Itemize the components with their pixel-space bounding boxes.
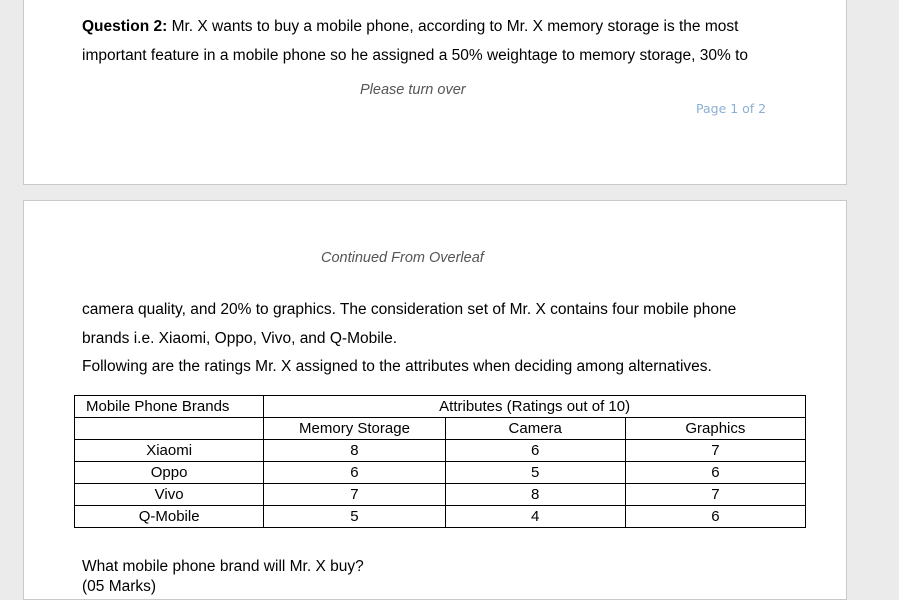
column-header-graphics: Graphics — [625, 418, 805, 440]
brand-cell: Oppo — [75, 462, 264, 484]
question-paragraph-start — [82, 13, 748, 70]
graphics-cell: 7 — [625, 440, 805, 462]
column-header-memory: Memory Storage — [264, 418, 445, 440]
document-page-1 — [23, 0, 847, 185]
memory-cell: 8 — [264, 440, 445, 462]
question-label: Question 2: — [82, 18, 168, 35]
memory-cell: 5 — [264, 506, 445, 528]
camera-cell: 8 — [445, 484, 625, 506]
table-header-row — [75, 396, 806, 418]
column-header-camera: Camera — [445, 418, 625, 440]
graphics-cell: 6 — [625, 506, 805, 528]
turn-over-note: Please turn over — [360, 82, 466, 98]
question-paragraph-continued — [82, 296, 736, 382]
brand-cell: Q-Mobile — [75, 506, 264, 528]
attributes-header: Attributes (Ratings out of 10) — [264, 396, 806, 418]
table-row — [75, 440, 806, 462]
ratings-table — [74, 395, 806, 528]
continued-note: Continued From Overleaf — [321, 250, 484, 266]
camera-cell: 6 — [445, 440, 625, 462]
table-subheader-row — [75, 418, 806, 440]
brand-column-header: Mobile Phone Brands — [75, 396, 264, 418]
table-row — [75, 506, 806, 528]
question-text-line-1: Mr. X wants to buy a mobile phone, according to Mr. X memory storage is the most — [171, 18, 739, 35]
question-text-line-5: Following are the ratings Mr. X assigned to the attributes when deciding among alternatives. — [82, 358, 712, 375]
table-row — [75, 462, 806, 484]
camera-cell: 4 — [445, 506, 625, 528]
table-row — [75, 484, 806, 506]
question-text-line-4: brands i.e. Xiaomi, Oppo, Vivo, and Q-Mobile. — [82, 329, 398, 347]
marks-label: (05 Marks) — [82, 578, 157, 595]
document-page-2 — [23, 200, 847, 600]
page-number: Page 1 of 2 — [696, 101, 767, 116]
final-question: What mobile phone brand will Mr. X buy? — [82, 558, 364, 575]
memory-cell: 6 — [264, 462, 445, 484]
memory-cell: 7 — [264, 484, 445, 506]
brand-cell: Xiaomi — [75, 440, 264, 462]
graphics-cell: 7 — [625, 484, 805, 506]
camera-cell: 5 — [445, 462, 625, 484]
question-text-line-3: camera quality, and 20% to graphics. The consideration set of Mr. X contains four mobile phone — [82, 301, 737, 318]
graphics-cell: 6 — [625, 462, 805, 484]
question-text-line-2: important feature in a mobile phone so he assigned a 50% weightage to memory storage, 30% to — [82, 46, 749, 64]
brand-cell: Vivo — [75, 484, 264, 506]
empty-cell — [75, 418, 264, 440]
